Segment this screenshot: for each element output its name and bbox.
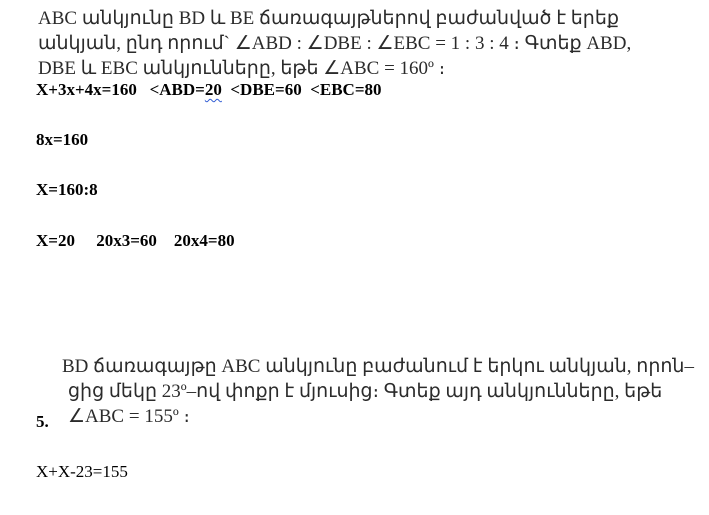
solution-4-step-4: X=20 20x3=60 20x4=80 — [36, 231, 235, 250]
problem-5-line-1: BD ճառագայթը ABC անկյունը բաժանում է երկու անկյան, որոն– — [62, 356, 694, 377]
solution-4-dbe-ebc: <DBE=60 <EBC=80 — [221, 80, 382, 99]
problem-4-line-1: ABC անկյունը BD և BE ճառագայթներով բաժանված է երեք — [38, 8, 619, 29]
solution-4-step-3: X=160:8 — [36, 180, 98, 199]
solution-4-abd-value: 20 — [204, 80, 222, 99]
solution-4-step-2: 8x=160 — [36, 130, 89, 149]
problem-4-statement — [38, 6, 632, 81]
problem-4-line-2: անկյան, ընդ որում` ∠ABD : ∠DBE : ∠EBC = 1 : 3 : 4 ։ Գտեք ABD, — [38, 33, 632, 54]
problem-5-equation: X+X-23=155 — [36, 462, 128, 481]
problem-5-line-2: ցից մեկը 23º–ով փոքր է մյուսից։ Գտեք այդ անկյունները, եթե — [68, 381, 663, 402]
solution-4-equation: X+3x+4x=160 <ABD= — [36, 80, 205, 99]
problem-5-line-3: ∠ABC = 155º ։ — [68, 406, 190, 427]
problem-4-line-3: DBE և EBC անկյունները, եթե ∠ABC = 160º ։ — [38, 58, 446, 79]
problem-5-number: 5. — [36, 412, 49, 431]
solution-4-equation-line — [36, 80, 382, 100]
problem-5-statement — [62, 354, 694, 429]
